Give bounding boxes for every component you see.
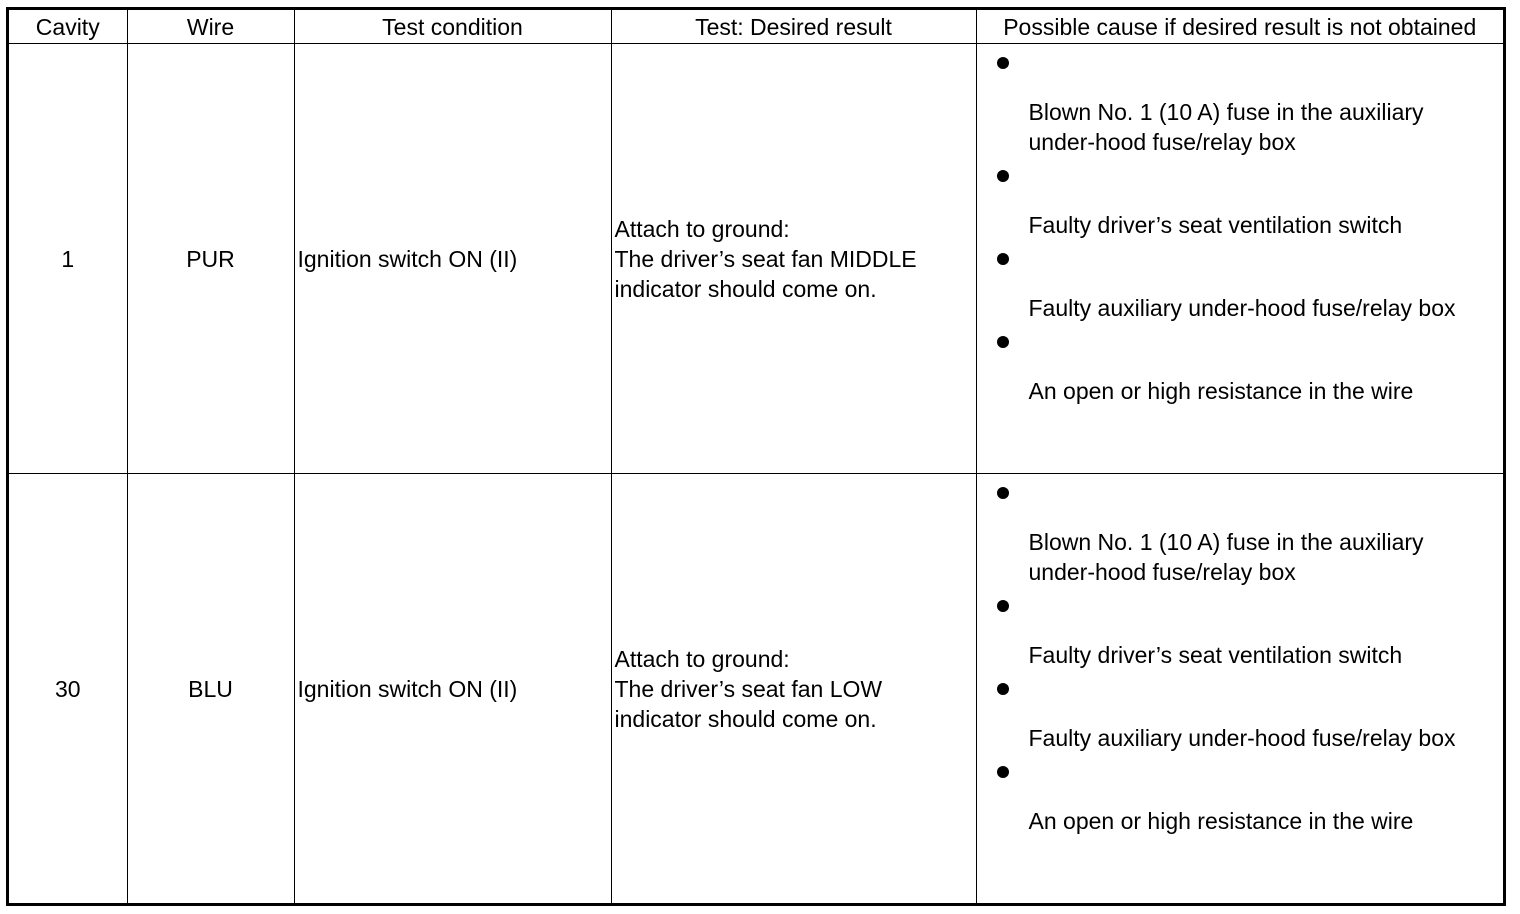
- header-test-condition: Test condition: [294, 10, 611, 44]
- cause-item: [977, 57, 1504, 157]
- cause-text: An open or high resistance in the wire: [1028, 378, 1414, 404]
- cavity-cell: 1: [9, 44, 127, 474]
- cause-list: [977, 57, 1504, 406]
- table-row: [9, 474, 1503, 904]
- bullet-icon: [997, 57, 1009, 69]
- cause-item: [977, 336, 1504, 406]
- header-possible-cause: Possible cause if desired result is not obtained: [976, 10, 1503, 44]
- desired-result-cell: [611, 44, 976, 474]
- cause-text: Faulty auxiliary under-hood fuse/relay box: [1028, 725, 1456, 751]
- desired-result-text: The driver’s seat fan LOW indicator should come on.: [614, 675, 883, 732]
- header-wire: Wire: [127, 10, 294, 44]
- cause-text: Faulty auxiliary under-hood fuse/relay box: [1028, 295, 1456, 321]
- desired-result-line: Attach to ground:: [614, 645, 790, 672]
- bullet-icon: [997, 766, 1009, 778]
- cause-item: [977, 170, 1504, 240]
- test-condition-cell: Ignition switch ON (II): [294, 44, 611, 474]
- header-desired-result: Test: Desired result: [611, 10, 976, 44]
- cavity-cell: 30: [9, 474, 127, 904]
- wire-cell: PUR: [127, 44, 294, 474]
- cause-item: [977, 487, 1504, 587]
- wire-cell: BLU: [127, 474, 294, 904]
- cause-text: Blown No. 1 (10 A) fuse in the auxiliary under-hood fuse/relay box: [1028, 529, 1424, 585]
- header-cavity: Cavity: [9, 10, 127, 44]
- desired-result-text: The driver’s seat fan MIDDLE indicator should come on.: [614, 245, 917, 302]
- test-table-frame: [6, 7, 1506, 906]
- possible-cause-cell: [976, 44, 1503, 474]
- bullet-icon: [997, 683, 1009, 695]
- bullet-icon: [997, 487, 1009, 499]
- possible-cause-cell: [976, 474, 1503, 904]
- cause-text: Faulty driver’s seat ventilation switch: [1028, 212, 1403, 238]
- cause-item: [977, 253, 1504, 323]
- bullet-icon: [997, 170, 1009, 182]
- bullet-icon: [997, 253, 1009, 265]
- cause-item: [977, 600, 1504, 670]
- header-row: [9, 10, 1503, 44]
- cause-text: Blown No. 1 (10 A) fuse in the auxiliary under-hood fuse/relay box: [1028, 99, 1424, 155]
- cause-item: [977, 683, 1504, 753]
- bullet-icon: [997, 336, 1009, 348]
- bullet-icon: [997, 600, 1009, 612]
- test-condition-cell: Ignition switch ON (II): [294, 474, 611, 904]
- test-table: [9, 10, 1503, 904]
- cause-item: [977, 766, 1504, 836]
- desired-result-line: Attach to ground:: [614, 215, 790, 242]
- cause-text: Faulty driver’s seat ventilation switch: [1028, 642, 1403, 668]
- cause-list: [977, 487, 1504, 836]
- desired-result-cell: [611, 474, 976, 904]
- cause-text: An open or high resistance in the wire: [1028, 808, 1414, 834]
- table-row: [9, 44, 1503, 474]
